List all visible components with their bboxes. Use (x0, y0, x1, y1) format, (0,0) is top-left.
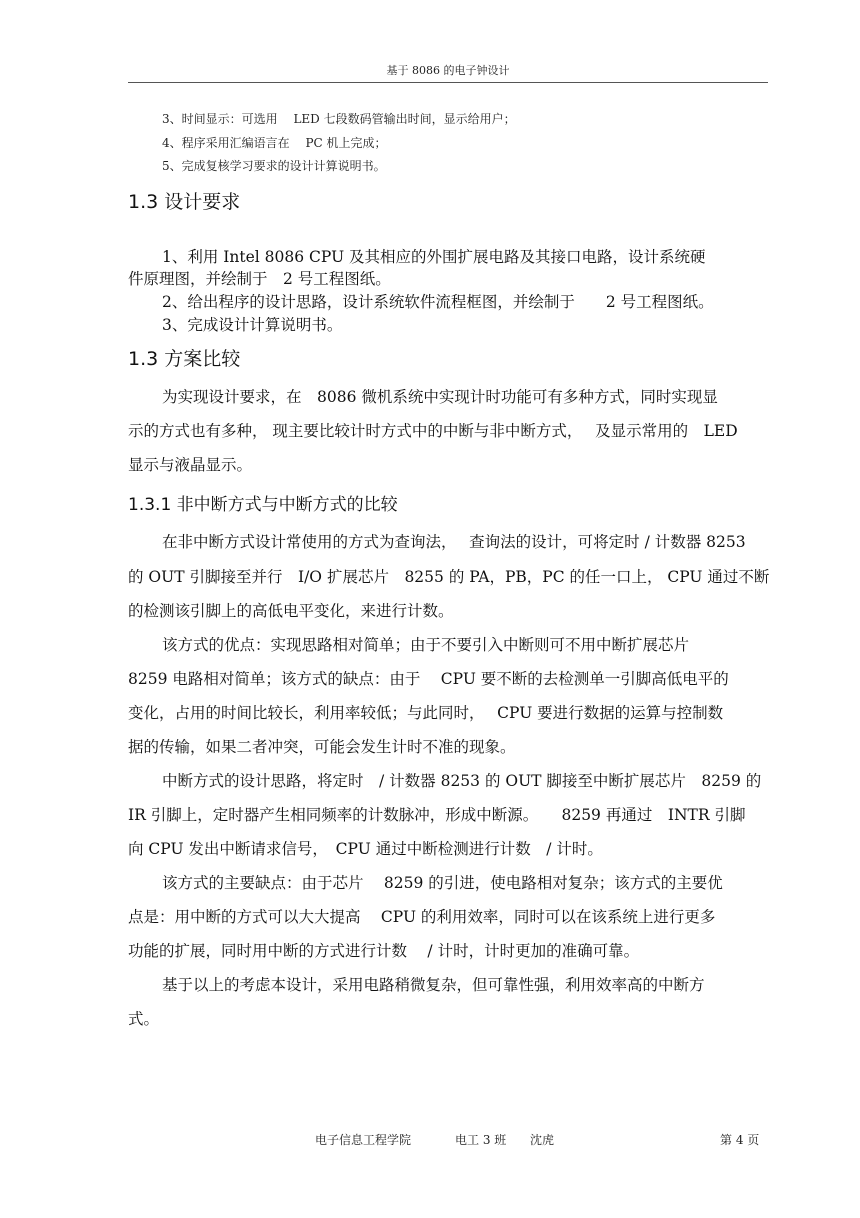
footer-author: 沈虎 (530, 1133, 555, 1147)
design-line-4: 3、完成设计计算说明书。 (162, 316, 343, 334)
design-line-3: 2、给出程序的设计思路，设计系统软件流程框图，并绘制于 2 号工程图纸。 (162, 293, 714, 311)
body-line-6: 变化，占用的时间比较长，利用率较低；与此同时， CPU 要进行数据的运算与控制数 (128, 704, 724, 722)
body-line-13: 功能的扩展，同时用中断的方式进行计数 / 计时，计时更加的准确可靠。 (128, 942, 640, 960)
body-line-9: IR 引脚上，定时器产生相同频率的计数脉冲，形成中断源。 8259 再通过 INTR 引脚 (128, 806, 746, 824)
compare-line-2: 示的方式也有多种， 现主要比较计时方式中的中断与非中断方式， 及显示常用的 LED (128, 422, 738, 440)
body-line-15: 式。 (128, 1010, 160, 1028)
task-item-5: 5、完成复核学习要求的设计计算说明书。 (162, 159, 386, 173)
body-line-1: 在非中断方式设计常使用的方式为查询法， 查询法的设计，可将定时 / 计数器 8253 (162, 533, 746, 551)
footer-school: 电子信息工程学院 (315, 1133, 412, 1147)
body-line-14: 基于以上的考虑本设计，采用电路稍微复杂，但可靠性强，利用效率高的中断方 (162, 976, 705, 994)
section-title-scheme-comparison: 1.3 方案比较 (128, 348, 241, 370)
design-line-2: 件原理图，并绘制于 2 号工程图纸。 (128, 270, 391, 288)
page-header-title: 基于 8086 的电子钟设计 (386, 64, 510, 77)
body-line-7: 据的传输，如果二者冲突，可能会发生计时不准的现象。 (128, 738, 516, 756)
footer-page-number: 第 4 页 (720, 1133, 760, 1147)
compare-line-3: 显示与液晶显示。 (128, 456, 253, 474)
body-line-2: 的 OUT 引脚接至并行 I/O 扩展芯片 8255 的 PA，PB，PC 的任一口上， CPU 通过不断 (128, 568, 770, 586)
section-title-design-requirements: 1.3 设计要求 (128, 191, 241, 213)
design-line-1: 1、利用 Intel 8086 CPU 及其相应的外围扩展电路及其接口电路，设计系统硬 (162, 248, 706, 266)
body-line-5: 8259 电路相对简单；该方式的缺点：由于 CPU 要不断的去检测单一引脚高低电平的 (128, 670, 729, 688)
header-divider (128, 82, 768, 83)
task-item-4: 4、程序采用汇编语言在 PC 机上完成； (162, 136, 387, 150)
body-line-11: 该方式的主要缺点：由于芯片 8259 的引进，使电路相对复杂；该方式的主要优 (162, 874, 723, 892)
body-line-12: 点是：用中断的方式可以大大提高 CPU 的利用效率，同时可以在该系统上进行更多 (128, 908, 716, 926)
body-line-10: 向 CPU 发出中断请求信号， CPU 通过中断检测进行计数 / 计时。 (128, 840, 603, 858)
compare-line-1: 为实现设计要求，在 8086 微机系统中实现计时功能可有多种方式，同时实现显 (162, 388, 718, 406)
body-line-8: 中断方式的设计思路，将定时 / 计数器 8253 的 OUT 脚接至中断扩展芯片 8259 的 (162, 772, 762, 790)
body-line-3: 的检测该引脚上的高低电平变化，来进行计数。 (128, 602, 454, 620)
subsection-title: 1.3.1 非中断方式与中断方式的比较 (128, 495, 398, 515)
footer-class: 电工 3 班 (455, 1133, 507, 1147)
task-item-3: 3、时间显示：可选用 LED 七段数码管输出时间，显示给用户； (162, 112, 516, 126)
body-line-4: 该方式的优点：实现思路相对简单；由于不要引入中断则可不用中断扩展芯片 (162, 636, 690, 654)
